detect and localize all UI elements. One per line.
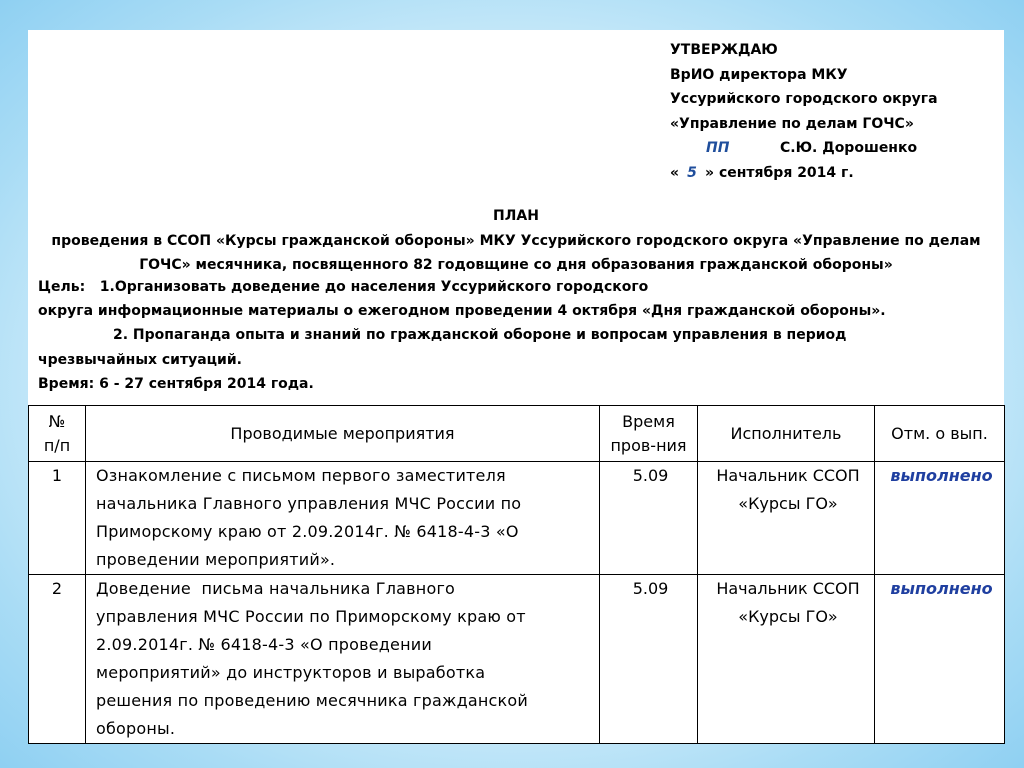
plan-title: ПЛАН [493,208,539,224]
desc-line: Приморскому краю от 2.09.2014г. № 6418-4-3 «О [96,522,519,541]
goal-line-1: Цель: 1.Организовать доведение до населения Уссурийского городского [38,279,649,295]
date-day: 5 [687,164,697,181]
date-rest: » сентября 2014 г. [705,164,854,181]
header-events: Проводимые мероприятия [86,406,600,462]
desc-line: управления МЧС России по Приморскому краю от [96,607,526,626]
row-num: 2 [29,575,86,744]
row-time: 5.09 [600,575,698,744]
header-mark: Отм. о вып. [875,406,1005,462]
time-line: Время: 6 - 27 сентября 2014 года. [38,375,314,392]
plan-goals [38,275,998,396]
executor-line2: «Курсы ГО» [738,607,838,626]
approval-heading: УТВЕРЖДАЮ [670,42,778,58]
approval-signature-line [670,136,938,161]
table-row [29,575,1005,744]
desc-line: начальника Главного управления МЧС России по [96,494,522,513]
desc-line: обороны. [96,719,176,738]
row-executor [698,575,875,744]
desc-line: Доведение письма начальника Главного [96,579,456,598]
header-time-line2: пров-ния [610,435,687,455]
table-header-row [29,406,1005,462]
date-quote-open: « [670,164,680,181]
executor-line1: Начальник ССОП [716,466,860,485]
header-time-line1: Время [622,411,675,431]
desc-line: проведении мероприятий». [96,550,336,569]
goal-line-4: чрезвычайных ситуаций. [38,351,242,368]
desc-line: 2.09.2014г. № 6418-4-3 «О проведении [96,635,432,654]
header-num [29,406,86,462]
executor-line2: «Курсы ГО» [738,494,838,513]
approval-org-line2: «Управление по делам ГОЧС» [670,115,914,132]
approval-position: ВрИО директора МКУ [670,66,848,83]
approval-date [670,161,938,186]
approval-org-line1: Уссурийского городского округа [670,91,938,108]
executor-line1: Начальник ССОП [716,579,860,598]
desc-line: Ознакомление с письмом первого заместителя [96,466,506,485]
header-executor: Исполнитель [698,406,875,462]
approval-block [670,38,938,186]
row-num: 1 [29,462,86,575]
row-time: 5.09 [600,462,698,575]
goal-line-2: округа информационные материалы о ежегодном проведении 4 октября «Дня гражданской обороны». [38,303,886,320]
header-num-line2: п/п [43,435,71,455]
goal-line-3: 2. Пропаганда опыта и знаний по гражданской обороне и вопросам управления в период [113,327,847,344]
header-num-line1: № [48,411,66,431]
desc-line: решения по проведению месячника гражданской [96,691,528,710]
row-status: выполнено [875,462,1005,575]
header-time [600,406,698,462]
row-executor [698,462,875,575]
row-status: выполнено [875,575,1005,744]
events-table [28,405,1005,744]
table-row [29,462,1005,575]
row-description [86,462,600,575]
row-description [86,575,600,744]
signer-name: С.Ю. Дорошенко [780,140,918,157]
desc-line: мероприятий» до инструкторов и выработка [96,663,486,682]
plan-subtitle: проведения в ССОП «Курсы гражданской обороны» МКУ Уссурийского городского округа «Управление по делам ГОЧС» месячника, посвященного 82 годовщине со дня образования гражданской обороны» [51,233,981,273]
signature-mark: ПП [706,140,730,157]
